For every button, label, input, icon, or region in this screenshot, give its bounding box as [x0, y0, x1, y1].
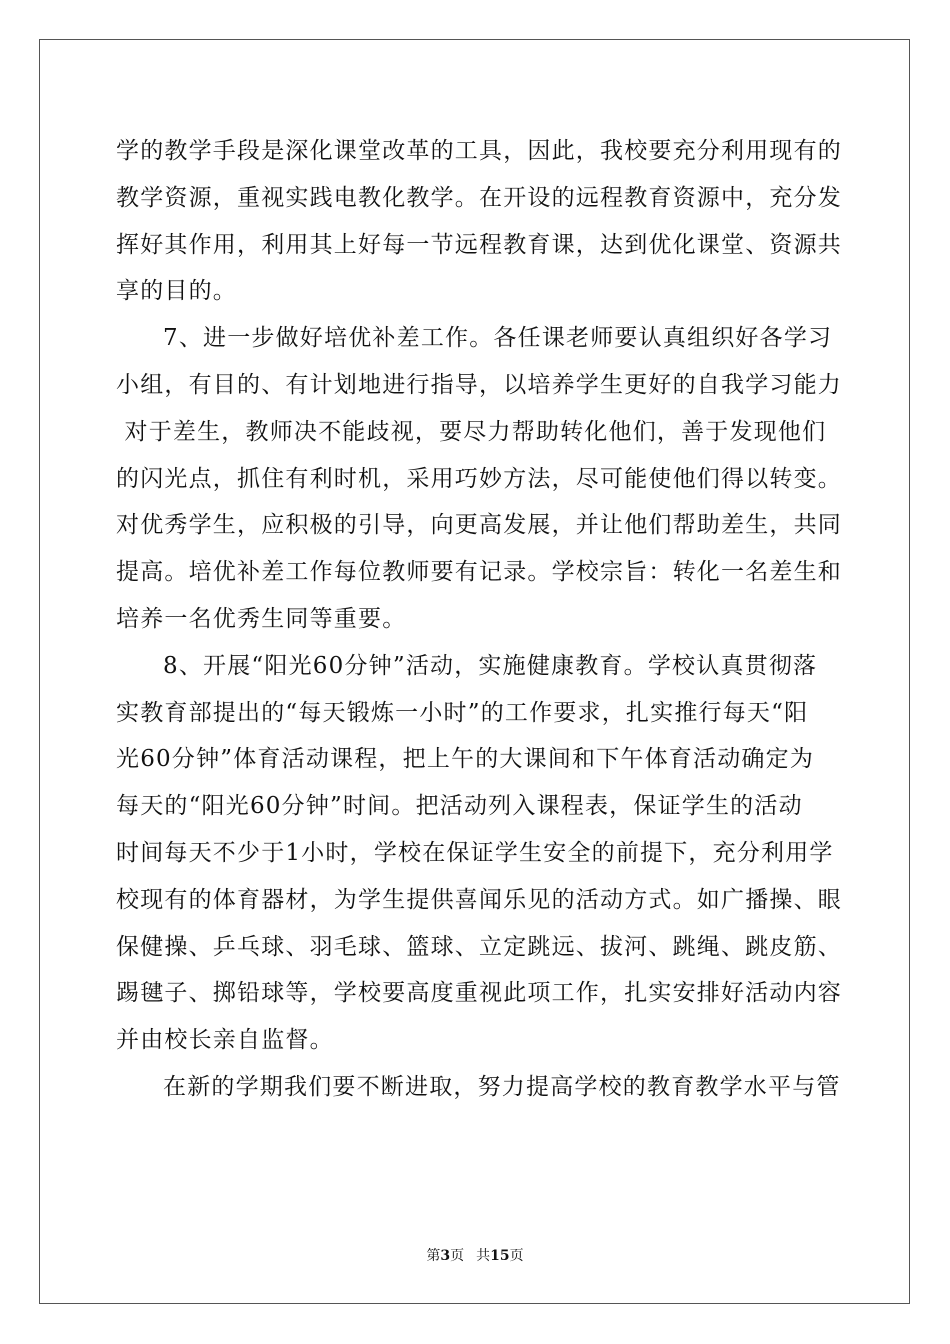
document-body	[116, 128, 842, 1111]
text-line: 并由校长亲自监督。	[116, 1027, 334, 1054]
text-line: 培养一名优秀生同等重要。	[116, 605, 407, 632]
text-line: 校现有的体育器材，为学生提供喜闻乐见的活动方式。如广播操、眼	[116, 886, 842, 913]
total-pages: 15	[490, 1248, 510, 1264]
text-line: 保健操、乒乓球、羽毛球、篮球、立定跳远、拔河、跳绳、跳皮筋、	[116, 933, 842, 960]
text-line: 享的目的。	[116, 278, 237, 305]
text-line: 教学资源，重视实践电教化教学。在开设的远程教育资源中，充分发	[116, 184, 842, 211]
text-line: 实教育部提出的“每天锻炼一小时”的工作要求，扎实推行每天“阳	[116, 699, 809, 726]
text-line: 光60分钟”体育活动课程，把上午的大课间和下午体育活动确定为	[116, 746, 815, 773]
page-prefix: 第	[426, 1248, 441, 1264]
page-footer	[0, 1246, 950, 1266]
total-suffix: 页	[509, 1248, 524, 1264]
text-line: 的闪光点，抓住有利时机，采用巧妙方法，尽可能使他们得以转变。	[116, 465, 842, 492]
text-line: 对优秀学生，应积极的引导，向更高发展，并让他们帮助差生，共同	[116, 512, 842, 539]
page-number: 3	[440, 1248, 451, 1264]
text-line: 小组，有目的、有计划地进行指导，以培养学生更好的自我学习能力	[116, 371, 842, 398]
text-line: 每天的“阳光60分钟”时间。把活动列入课程表，保证学生的活动	[116, 793, 803, 820]
page-suffix: 页	[450, 1248, 465, 1264]
total-prefix: 共	[476, 1248, 491, 1264]
text-line: 对于差生，教师决不能歧视，要尽力帮助转化他们，善于发现他们	[116, 418, 827, 445]
text-line: 提高。培优补差工作每位教师要有记录。学校宗旨：转化一名差生和	[116, 559, 842, 586]
text-line: 学的教学手段是深化课堂改革的工具，因此，我校要充分利用现有的	[116, 138, 842, 164]
paragraph-8-start: 8、开展“阳光60分钟”活动，实施健康教育。学校认真贯彻落	[163, 652, 818, 679]
text-line: 挥好其作用，利用其上好每一节远程教育课，达到优化课堂、资源共	[116, 231, 842, 258]
paragraph-7-start: 7、进一步做好培优补差工作。各任课老师要认真组织好各学习	[163, 325, 833, 352]
paragraph-closing-start: 在新的学期我们要不断进取，努力提高学校的教育教学水平与管	[163, 1073, 841, 1100]
text-line: 踢毽子、掷铅球等，学校要高度重视此项工作，扎实安排好活动内容	[116, 980, 842, 1007]
text-line: 时间每天不少于1小时，学校在保证学生安全的前提下，充分利用学	[116, 839, 834, 866]
